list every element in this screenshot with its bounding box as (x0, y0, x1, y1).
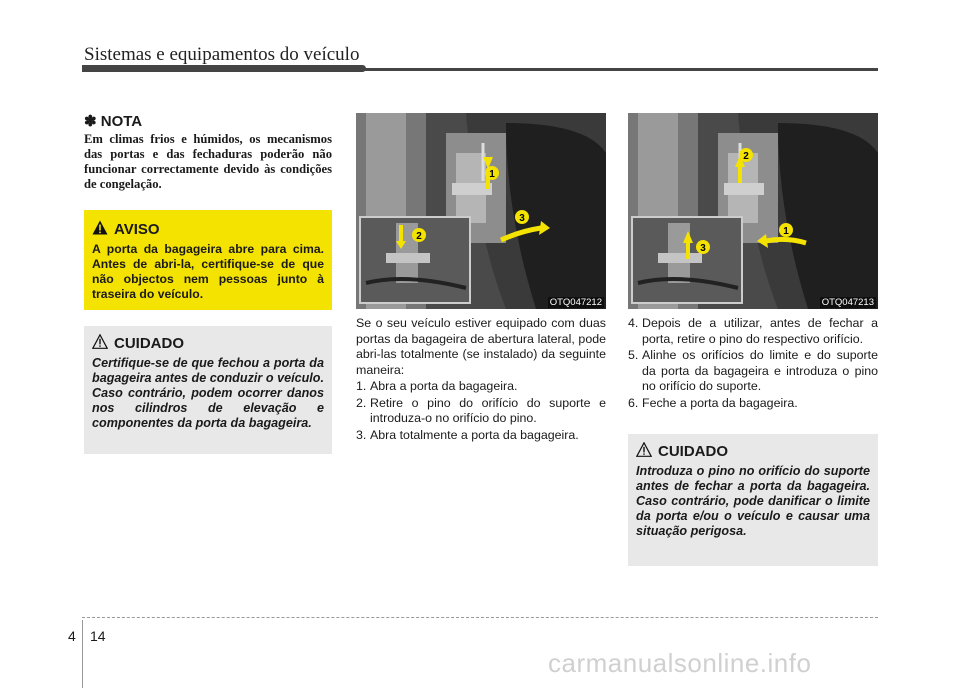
photo1-marker-3: 2 (416, 231, 422, 242)
step-number: 2. (356, 395, 367, 410)
tailgate-stopper-illustration-2 (628, 113, 878, 309)
step-text: Depois de a utilizar, antes de fechar a porta, retire o pino do respectivo orifício. (642, 316, 878, 346)
running-header: Sistemas e equipamentos do veículo (84, 44, 360, 65)
warning-box (84, 210, 332, 310)
caution-title-2: CUIDADO (658, 443, 728, 460)
step-number: 6. (628, 395, 639, 410)
page-number: 14 (90, 628, 106, 644)
list-item (356, 396, 606, 427)
tailgate-stopper-photo-2 (628, 113, 878, 309)
list-item (628, 348, 878, 395)
note-title: ✽ NOTA (84, 113, 143, 130)
step-text: Retire o pino do orifício do suporte e introduza-o no orifício do pino. (370, 395, 606, 425)
caution-box (84, 326, 332, 454)
caution-title: CUIDADO (114, 335, 184, 352)
step-text: Abra a porta da bagageira. (370, 379, 518, 393)
tailgate-stopper-illustration-1 (356, 113, 606, 309)
photo2-code: OTQ047213 (821, 297, 874, 308)
tailgate-stopper-photo-1 (356, 113, 606, 309)
photo2-marker-3: 3 (700, 243, 706, 254)
caution-icon (636, 442, 652, 461)
watermark: carmanualsonline.info (548, 648, 812, 678)
photo2-marker-2: 1 (783, 226, 789, 237)
caution-text: Certifique-se de que fechou a porta da bagageira antes de conduzir o veículo. Caso contrário, podem ocorrer danos nos cilindros de elevação e componentes da porta da bagageira. (92, 356, 324, 430)
step-text: Alinhe os orifícios do limite e do suporte da porta da bagageira e introduza o pino no orifício do suporte. (642, 348, 878, 393)
footer-divider (82, 620, 83, 688)
photo1-marker-2: 3 (519, 213, 525, 224)
step-text: Abra totalmente a porta da bagageira. (370, 427, 579, 442)
photo1-code: OTQ047212 (549, 297, 602, 308)
list-item (356, 428, 606, 444)
right-instructions (628, 316, 878, 412)
warning-title: AVISO (114, 221, 160, 238)
header-tab (82, 65, 366, 72)
step-number: 1. (356, 379, 367, 393)
middle-intro: Se o seu veículo estiver equipado com duas portas da bagageira de abertura lateral, pode abri-las totalmente (se instalado) da seguinte maneira: (356, 316, 606, 377)
footer-rule (82, 617, 878, 618)
photo1-marker-1: 1 (489, 169, 495, 180)
step-text: Feche a porta da bagageira. (642, 395, 798, 410)
list-item (356, 379, 606, 395)
chapter-number: 4 (68, 628, 76, 644)
list-item (628, 316, 878, 347)
caution-text-2: Introduza o pino no orifício do suporte antes de fechar a porta da bagageira. Caso contrário, pode danificar o limite da porta e/ou o veículo e causar uma situação perigosa. (636, 464, 870, 538)
note-text: Em climas frios e húmidos, os mecanismos das portas e das fechaduras poderão não funcionar correctamente devido às condições de congelação. (84, 132, 332, 191)
warning-icon (92, 220, 108, 239)
step-number: 4. (628, 316, 639, 330)
step-number: 3. (356, 427, 367, 442)
warning-text: A porta da bagageira abre para cima. Antes de abri-la, certifique-se de que não objectos nem pessoas junto à traseira do veículo. (92, 242, 324, 301)
step-number: 5. (628, 348, 639, 362)
caution-icon (92, 334, 108, 353)
photo2-marker-1: 2 (743, 151, 749, 162)
middle-instructions (356, 316, 606, 444)
caution-box-2 (628, 434, 878, 566)
list-item (628, 396, 878, 412)
